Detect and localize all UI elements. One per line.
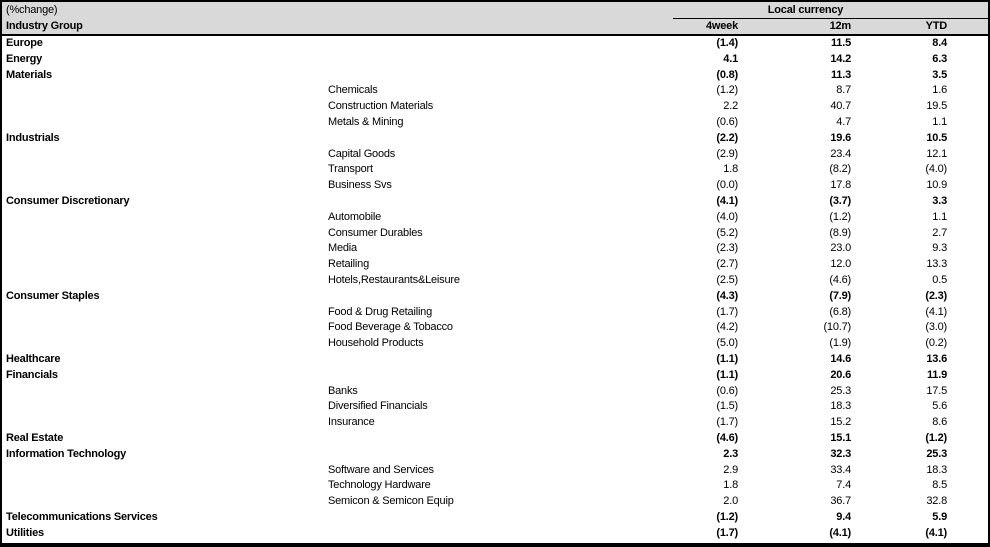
industry-label: Real Estate [6, 431, 64, 444]
value-4week: 1.8 [723, 479, 738, 492]
table-row [2, 368, 988, 384]
industry-label: Hotels,Restaurants&Leisure [328, 273, 460, 286]
value-12m: 11.5 [830, 37, 851, 49]
value-12m: 18.3 [830, 400, 851, 413]
value-ytd: (2.3) [925, 289, 947, 302]
industry-label: Technology Hardware [328, 479, 431, 492]
value-4week: (1.7) [716, 526, 738, 539]
industry-label: Consumer Staples [6, 289, 100, 302]
table-row [2, 273, 988, 289]
table-body [2, 35, 988, 542]
table-row [2, 210, 988, 226]
value-ytd: 10.9 [926, 179, 947, 192]
value-12m: 36.7 [830, 495, 851, 508]
value-12m: 25.3 [830, 384, 851, 397]
table-row [2, 162, 988, 178]
value-4week: (2.3) [716, 242, 738, 255]
value-ytd: (1.2) [925, 431, 947, 444]
value-ytd: (4.0) [925, 163, 947, 176]
industry-label: Financials [6, 368, 58, 381]
value-12m: 7.4 [836, 479, 851, 492]
value-12m: 9.4 [836, 510, 851, 523]
industry-label: Information Technology [6, 447, 127, 460]
value-4week: (0.6) [716, 384, 738, 397]
industry-group-header: Industry Group [2, 19, 623, 35]
industry-label: Capital Goods [328, 147, 396, 160]
value-12m: (7.9) [829, 289, 851, 302]
table-row [2, 399, 988, 415]
table-row [2, 194, 988, 210]
value-ytd: 8.4 [932, 37, 947, 49]
column-header-ytd: YTD [851, 19, 988, 35]
value-4week: (1.1) [716, 368, 738, 381]
value-ytd: 19.5 [926, 100, 947, 113]
value-4week: (1.7) [716, 305, 738, 318]
column-header-4week: 4week [623, 19, 738, 35]
table-row [2, 447, 988, 463]
value-4week: (0.8) [716, 68, 738, 81]
industry-label: Software and Services [328, 463, 434, 476]
value-4week: 2.2 [723, 100, 738, 113]
table-row [2, 415, 988, 431]
table-row [2, 35, 988, 52]
table-row [2, 494, 988, 510]
value-4week: 2.9 [723, 463, 738, 476]
local-currency-group-header [623, 2, 988, 19]
table-row [2, 431, 988, 447]
value-4week: (1.4) [716, 37, 738, 49]
table-row [2, 99, 988, 115]
value-4week: (2.7) [716, 258, 738, 271]
table-row [2, 384, 988, 400]
industry-label: Insurance [328, 416, 375, 429]
value-ytd: 11.9 [926, 368, 947, 381]
value-12m: 4.7 [836, 115, 851, 128]
local-currency-label: Local currency [767, 4, 844, 16]
value-4week: 2.0 [723, 495, 738, 508]
value-12m: 11.3 [830, 68, 851, 81]
value-12m: 19.6 [830, 131, 851, 144]
value-ytd: 3.5 [932, 68, 947, 81]
value-12m: (6.8) [829, 305, 851, 318]
table-row [2, 52, 988, 68]
industry-performance-table [2, 2, 988, 542]
value-4week: (4.1) [716, 194, 738, 207]
value-4week: (2.9) [716, 147, 738, 160]
value-12m: (8.9) [829, 226, 851, 239]
value-ytd: 9.3 [932, 242, 947, 255]
table-row [2, 178, 988, 194]
value-4week: (4.6) [716, 431, 738, 444]
value-4week: (4.3) [716, 289, 738, 302]
value-4week: (1.2) [716, 84, 738, 97]
value-ytd: (4.1) [925, 305, 947, 318]
industry-label: Food Beverage & Tobacco [328, 321, 453, 334]
value-12m: (3.7) [829, 194, 851, 207]
local-currency-underline [673, 18, 988, 19]
value-ytd: 10.5 [926, 131, 947, 144]
industry-label: Consumer Durables [328, 226, 423, 239]
value-ytd: 13.6 [926, 352, 947, 365]
value-12m: 15.1 [830, 431, 851, 444]
value-ytd: 18.3 [926, 463, 947, 476]
value-ytd: 5.9 [932, 510, 947, 523]
table-row [2, 115, 988, 131]
value-4week: 2.3 [723, 447, 738, 460]
value-ytd: 3.3 [932, 194, 947, 207]
industry-label: Utilities [6, 526, 44, 539]
table-row [2, 131, 988, 147]
table-row [2, 463, 988, 479]
industry-label: Metals & Mining [328, 115, 404, 128]
value-12m: 8.7 [836, 84, 851, 97]
value-12m: 15.2 [830, 416, 851, 429]
value-ytd: 2.7 [932, 226, 947, 239]
value-ytd: 8.5 [932, 479, 947, 492]
industry-label: Construction Materials [328, 100, 434, 113]
value-4week: (0.6) [716, 115, 738, 128]
table-row [2, 352, 988, 368]
table-row [2, 289, 988, 305]
header-row-units [2, 2, 988, 19]
industry-label: Telecommunications Services [6, 510, 158, 523]
value-12m: (8.2) [829, 163, 851, 176]
industry-label: Business Svs [328, 179, 392, 192]
industry-label: Diversified Financials [328, 400, 428, 413]
value-12m: (10.7) [823, 321, 851, 334]
value-12m: 17.8 [830, 179, 851, 192]
value-4week: (5.2) [716, 226, 738, 239]
value-4week: (1.1) [716, 352, 738, 365]
table-row [2, 226, 988, 242]
value-ytd: 32.8 [926, 495, 947, 508]
industry-label: Energy [6, 52, 43, 65]
industry-label: Food & Drug Retailing [328, 305, 433, 318]
value-12m: 12.0 [830, 258, 851, 271]
value-ytd: 8.6 [932, 416, 947, 429]
industry-label: Household Products [328, 337, 424, 350]
value-ytd: 5.6 [932, 400, 947, 413]
value-ytd: 6.3 [932, 52, 947, 65]
header-row-columns [2, 19, 988, 35]
table-row [2, 241, 988, 257]
value-ytd: 1.1 [932, 115, 947, 128]
value-12m: 40.7 [830, 100, 851, 113]
value-4week: (4.0) [716, 210, 738, 223]
table-row [2, 478, 988, 494]
value-4week: (1.7) [716, 416, 738, 429]
value-12m: 23.4 [830, 147, 851, 160]
value-12m: (1.2) [829, 210, 851, 223]
value-4week: (4.2) [716, 321, 738, 334]
value-ytd: 1.1 [932, 210, 947, 223]
value-12m: 14.6 [830, 352, 851, 365]
value-ytd: (4.1) [925, 526, 947, 539]
value-12m: (4.6) [829, 273, 851, 286]
value-12m: 14.2 [830, 52, 851, 65]
industry-label: Consumer Discretionary [6, 194, 130, 207]
table-row [2, 336, 988, 352]
value-ytd: 12.1 [926, 147, 947, 160]
value-12m: 33.4 [830, 463, 851, 476]
table-row [2, 147, 988, 163]
value-4week: (5.0) [716, 337, 738, 350]
value-4week: (1.2) [716, 510, 738, 523]
value-4week: (0.0) [716, 179, 738, 192]
industry-label: Semicon & Semicon Equip [328, 495, 454, 508]
value-4week: (2.5) [716, 273, 738, 286]
table-row [2, 83, 988, 99]
table-row [2, 320, 988, 336]
industry-label: Retailing [328, 258, 370, 271]
value-ytd: 1.6 [932, 84, 947, 97]
value-ytd: 13.3 [926, 258, 947, 271]
value-4week: (2.2) [716, 131, 738, 144]
industry-label: Media [328, 242, 357, 255]
value-12m: 20.6 [830, 368, 851, 381]
value-12m: (4.1) [829, 526, 851, 539]
pct-change-label: (%change) [2, 2, 623, 19]
value-ytd: (0.2) [925, 337, 947, 350]
value-ytd: 17.5 [926, 384, 947, 397]
industry-label: Chemicals [328, 84, 378, 97]
value-12m: (1.9) [829, 337, 851, 350]
value-4week: 1.8 [723, 163, 738, 176]
industry-label: Materials [6, 68, 52, 81]
industry-label: Banks [328, 384, 358, 397]
column-header-12m: 12m [738, 19, 851, 35]
value-ytd: 25.3 [926, 447, 947, 460]
value-ytd: (3.0) [925, 321, 947, 334]
table-row [2, 510, 988, 526]
value-12m: 32.3 [830, 447, 851, 460]
table-row [2, 257, 988, 273]
value-4week: (1.5) [716, 400, 738, 413]
table-row [2, 68, 988, 84]
table-row [2, 526, 988, 542]
table-header [2, 2, 988, 35]
value-12m: 23.0 [830, 242, 851, 255]
table-row [2, 305, 988, 321]
value-ytd: 0.5 [932, 273, 947, 286]
industry-label: Europe [6, 37, 43, 49]
value-4week: 4.1 [723, 52, 738, 65]
industry-label: Transport [328, 163, 373, 176]
industry-label: Healthcare [6, 352, 61, 365]
industry-label: Automobile [328, 210, 382, 223]
industry-label: Industrials [6, 131, 60, 144]
